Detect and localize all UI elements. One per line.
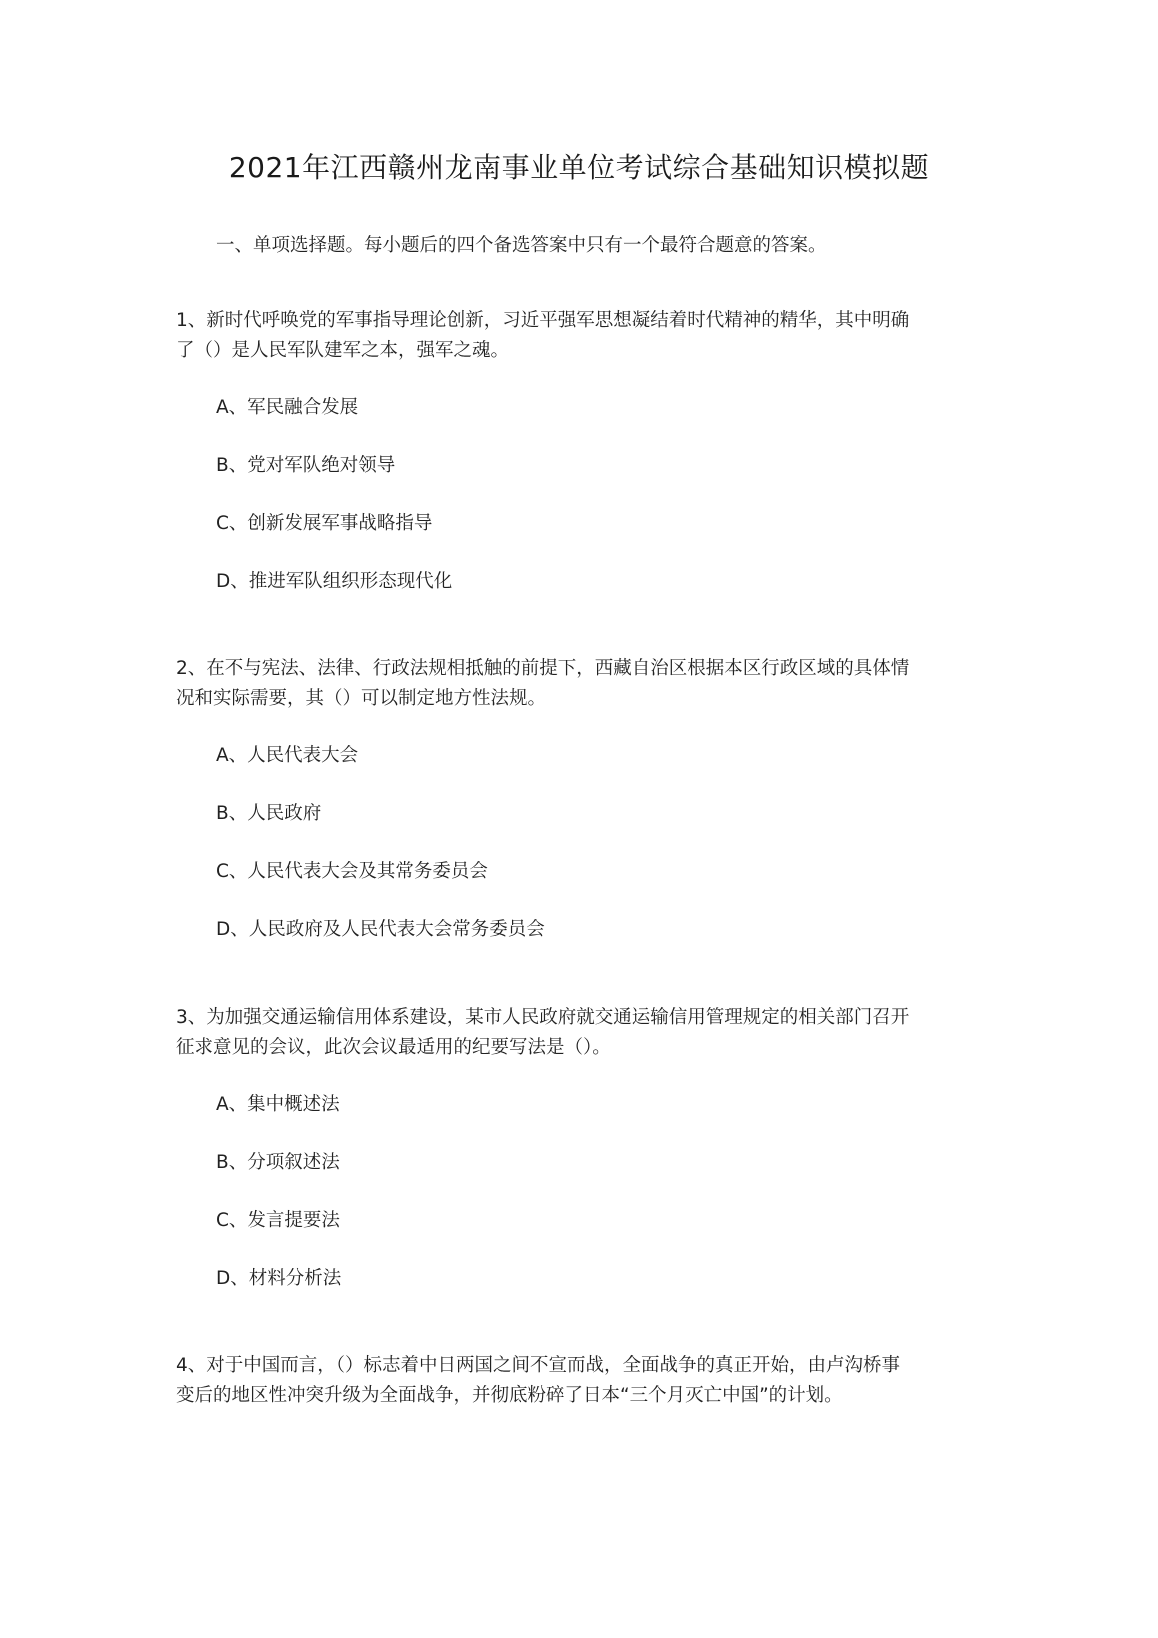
- question-2-option-a: A、人民代表大会: [216, 745, 359, 766]
- question-1-option-d: D、推进军队组织形态现代化: [216, 571, 453, 592]
- question-3-option-c: C、发言提要法: [216, 1210, 340, 1231]
- question-3-option-b: B、分项叙述法: [216, 1152, 340, 1173]
- question-1: [176, 306, 976, 366]
- question-3-option-a: A、集中概述法: [216, 1094, 340, 1115]
- question-text-line: 变后的地区性冲突升级为全面战争，并彻底粉碎了日本“三个月灭亡中国”的计划。: [176, 1385, 843, 1406]
- question-text-line: 2、在不与宪法、法律、行政法规相抵触的前提下，西藏自治区根据本区行政区域的具体情: [176, 658, 910, 679]
- question-1-option-a: A、军民融合发展: [216, 397, 359, 418]
- question-3-option-d: D、材料分析法: [216, 1268, 342, 1289]
- question-text-line: 征求意见的会议，此次会议最适用的纪要写法是（）。: [176, 1037, 611, 1058]
- question-1-option-c: C、创新发展军事战略指导: [216, 513, 433, 534]
- question-2-option-d: D、人民政府及人民代表大会常务委员会: [216, 919, 545, 940]
- question-text-line: 况和实际需要，其（）可以制定地方性法规。: [176, 688, 547, 709]
- document-title: 2021年江西赣州龙南事业单位考试综合基础知识模拟题: [228, 151, 930, 184]
- question-2-option-b: B、人民政府: [216, 803, 322, 824]
- question-2: [176, 654, 976, 714]
- question-2-option-c: C、人民代表大会及其常务委员会: [216, 861, 488, 882]
- question-1-option-b: B、党对军队绝对领导: [216, 455, 396, 476]
- question-3: [176, 1003, 976, 1063]
- question-text-line: 4、对于中国而言，（）标志着中日两国之间不宣而战，全面战争的真正开始，由卢沟桥事: [176, 1355, 901, 1376]
- question-text-line: 了（）是人民军队建军之本，强军之魂。: [176, 340, 510, 361]
- question-text-line: 3、为加强交通运输信用体系建设，某市人民政府就交通运输信用管理规定的相关部门召开: [176, 1007, 910, 1028]
- question-text-line: 1、新时代呼唤党的军事指导理论创新，习近平强军思想凝结着时代精神的精华，其中明确: [176, 310, 910, 331]
- section-instruction: 一、单项选择题。每小题后的四个备选答案中只有一个最符合题意的答案。: [216, 235, 827, 256]
- question-4: [176, 1351, 976, 1411]
